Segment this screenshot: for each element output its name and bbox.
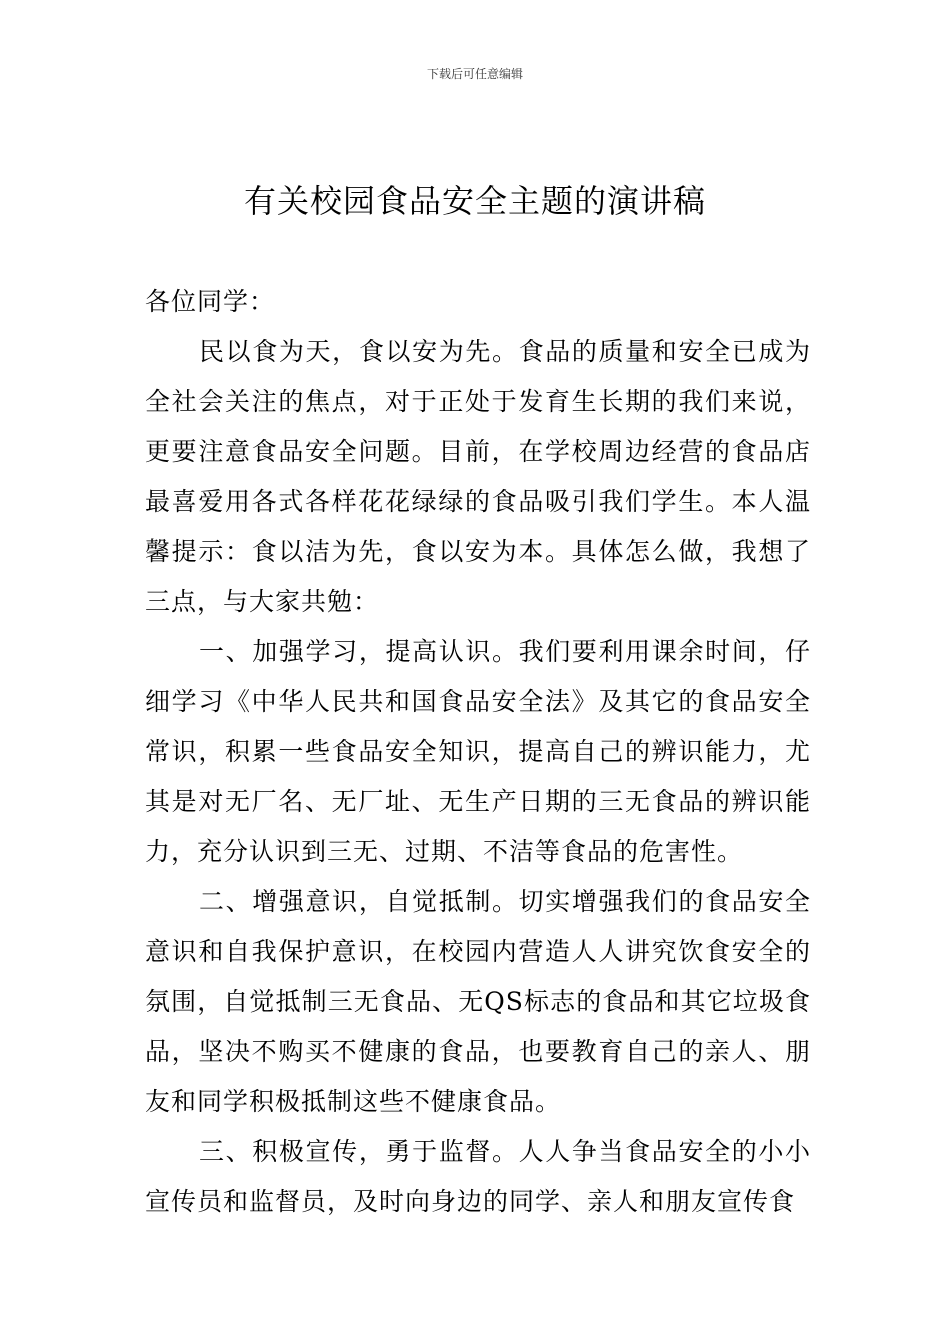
header-note: 下载后可任意编辑	[426, 67, 523, 81]
paragraph-point-one: 一、加强学习，提高认识。我们要利用课余时间，仔细学习《中华人民共和国食品安全法》及其它的食品安全常识，积累一些食品安全知识，提高自己的辨识能力，尤其是对无厂名、无厂址、无生产日期的三无食品的辨识能力，充分认识到三无、过期、不洁等食品的危害性。	[145, 637, 811, 866]
paragraph-point-three: 三、积极宣传，勇于监督。人人争当食品安全的小小宣传员和监督员，及时向身边的同学、亲人和朋友宣传食	[145, 1137, 811, 1216]
salutation: 各位同学：	[145, 287, 276, 316]
paragraph-point-two: 二、增强意识，自觉抵制。切实增强我们的食品安全意识和自我保护意识，在校园内营造人人讲究饮食安全的氛围，自觉抵制三无食品、无QS标志的食品和其它垃圾食品，坚决不购买不健康的食品，也要教育自己的亲人、朋友和同学积极抵制这些不健康食品。	[145, 887, 811, 1116]
paragraph-intro: 民以食为天，食以安为先。食品的质量和安全已成为全社会关注的焦点，对于正处于发育生长期的我们来说，更要注意食品安全问题。目前，在学校周边经营的食品店最喜爱用各式各样花花绿绿的食品吸引我们学生。本人温馨提示：食以洁为先，食以安为本。具体怎么做，我想了三点，与大家共勉：	[145, 337, 811, 616]
document-title: 有关校园食品安全主题的演讲稿	[243, 182, 706, 220]
document-body	[145, 277, 811, 1227]
